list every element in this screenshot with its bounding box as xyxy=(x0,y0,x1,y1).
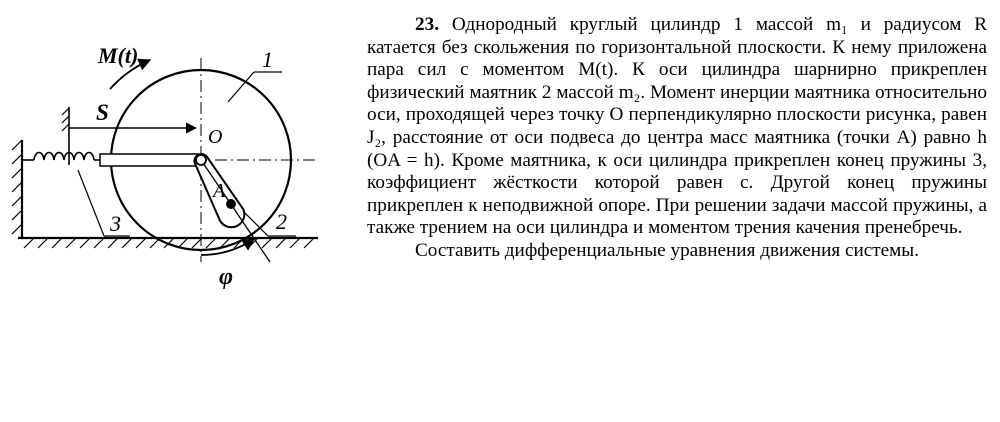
problem-task: Составить дифференциальные уравнения движения системы. xyxy=(415,239,919,261)
mass-center-label: A xyxy=(213,180,226,202)
problem-number: 23. xyxy=(415,14,439,35)
pivot-o xyxy=(196,155,206,165)
s-label: S xyxy=(96,100,109,125)
problem-statement-text: Однородный круглый цилиндр 1 массой m₁ и радиусом R катается без скольжения по горизонтальной плоскости. К нему приложена пара сил с моментом M(t). К оси цилиндра шарнирно прикреплен физический маятник 2 массой m₂. Момент инерции маятника относительно оси, проходящей через точку O перпендикулярно плоскости рисунка, равен J₂, расстояние от оси подвеса до центра масс маятника (точки А) равно h (OA = h). Кроме маятника, к оси цилиндра прикреплен конец пружины 3, коэффициент жёсткости которой равен c. Другой конец пружины прикреплен к неподвижной опоре. При решении задачи массой пружины, а также трением на оси цилиндра и моментом трения качения пренебречь. xyxy=(367,14,987,239)
mechanism-diagram xyxy=(0,0,330,310)
spring-label: 3 xyxy=(110,211,121,236)
pendulum-label: 2 xyxy=(276,209,287,234)
problem-text xyxy=(367,14,987,263)
problem-statement xyxy=(367,14,987,240)
center-label: O xyxy=(208,126,223,148)
fixed-support xyxy=(12,140,22,238)
cylinder-label: 1 xyxy=(262,47,273,72)
angle-label: φ xyxy=(219,264,234,290)
leader-3 xyxy=(78,170,104,236)
pendulum-2 xyxy=(194,154,270,262)
moment-label: M(t) xyxy=(98,43,139,68)
mechanism-figure xyxy=(0,0,330,310)
spring-3 xyxy=(22,153,198,167)
